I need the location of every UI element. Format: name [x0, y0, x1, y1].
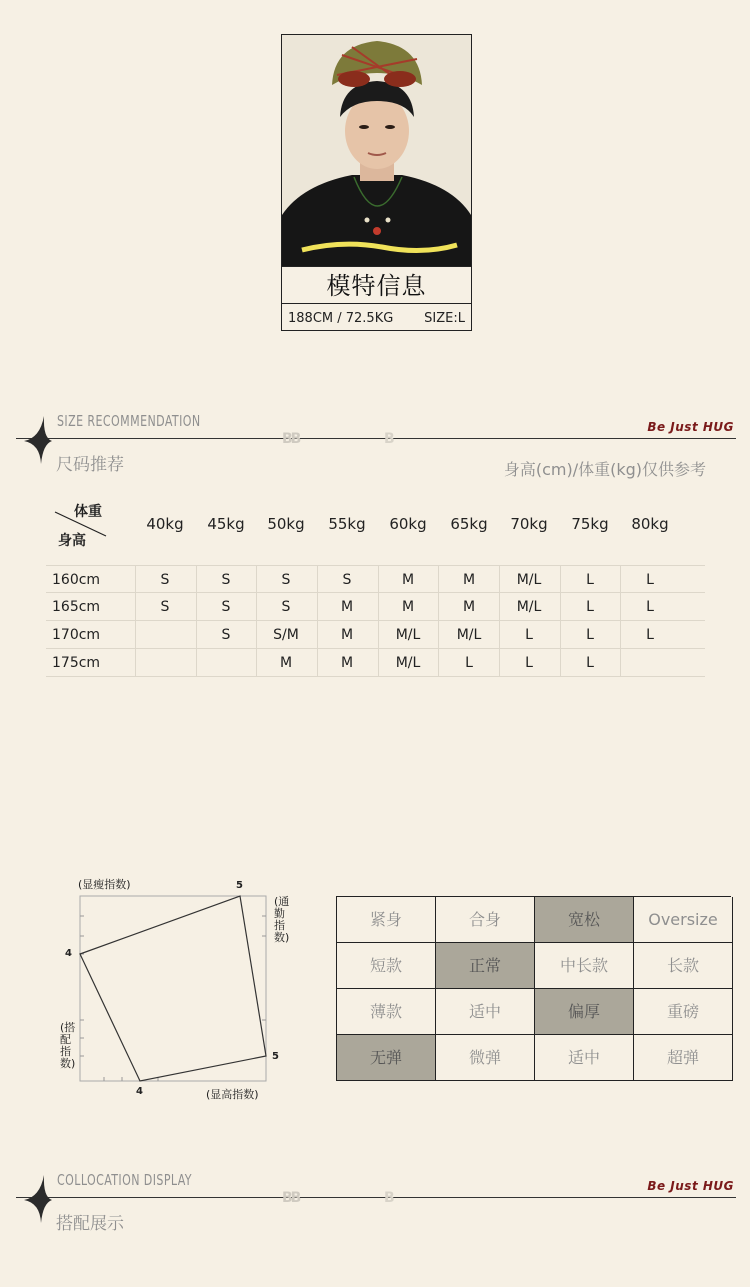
attr-length-mid: 中长款 [535, 943, 634, 989]
slim-index-label: (显瘦指数) [78, 878, 131, 891]
size-cell: L [586, 572, 594, 588]
section-title-cn: 尺码推荐 [56, 455, 124, 475]
attr-fit-tight: 紧身 [337, 897, 436, 943]
slim-index-value: 5 [236, 880, 243, 891]
weight-column-header: 75kg [571, 515, 609, 533]
logo-watermark-outline: B [384, 431, 395, 447]
commute-index-value: 5 [272, 1051, 279, 1062]
section-divider [16, 438, 736, 439]
fit-index-chart [48, 870, 298, 1110]
sparkle-icon [22, 414, 52, 464]
weight-column-header: 60kg [389, 515, 427, 533]
size-cell: M [340, 599, 354, 615]
size-cell: M [401, 599, 415, 615]
weight-column-header: 70kg [510, 515, 548, 533]
size-cell: S/M [273, 627, 299, 643]
weight-column-header: 55kg [328, 515, 366, 533]
attr-length-normal: 正常 [436, 943, 535, 989]
size-cell: S [160, 572, 170, 588]
attr-stretch-none: 无弹 [337, 1035, 436, 1081]
attr-fit-loose: 宽松 [535, 897, 634, 943]
weight-column-header: 65kg [450, 515, 488, 533]
reference-note: 身高(cm)/体重(kg)仅供参考 [503, 460, 706, 479]
size-cell: S [221, 572, 231, 588]
table-row [46, 593, 705, 621]
attr-stretch-super: 超弹 [634, 1035, 733, 1081]
size-cell: L [586, 599, 594, 615]
attr-thickness-thick: 偏厚 [535, 989, 634, 1035]
match-index-value: 4 [136, 1086, 143, 1097]
table-row [46, 621, 705, 649]
height-row-label: 165cm [52, 599, 101, 615]
size-cell: L [586, 655, 594, 671]
size-cell: M [279, 655, 293, 671]
fabric-attribute-grid [336, 896, 731, 1081]
attr-fit-oversize: Oversize [634, 897, 733, 943]
size-cell: S [281, 572, 291, 588]
size-cell: M [340, 655, 354, 671]
height-row-label: 160cm [52, 572, 101, 588]
size-cell: M/L [395, 627, 421, 643]
model-photo [282, 35, 471, 266]
attr-thickness-medium: 适中 [436, 989, 535, 1035]
size-cell: M/L [516, 572, 542, 588]
table-row [46, 649, 705, 677]
attr-stretch-medium: 适中 [535, 1035, 634, 1081]
height-header: 身高 [58, 533, 86, 549]
size-cell: L [525, 655, 533, 671]
attr-stretch-slight: 微弹 [436, 1035, 535, 1081]
size-cell: M/L [456, 627, 482, 643]
brand-logo: Be Just HUG [647, 1179, 734, 1193]
match-index-label: (搭配指数) [60, 1021, 76, 1070]
size-cell: M [401, 572, 415, 588]
size-cell: S [342, 572, 352, 588]
weight-column-header: 80kg [631, 515, 669, 533]
weight-header: 体重 [74, 504, 102, 520]
size-cell: S [221, 599, 231, 615]
size-cell: S [160, 599, 170, 615]
weight-column-header: 40kg [146, 515, 184, 533]
logo-watermark-outline: B [384, 1190, 395, 1206]
size-cell: M/L [395, 655, 421, 671]
attr-length-long: 长款 [634, 943, 733, 989]
section-divider [16, 1197, 736, 1198]
model-info-title: 模特信息 [282, 266, 471, 304]
weight-column-header: 45kg [207, 515, 245, 533]
model-stats: 188CM / 72.5KG [288, 311, 394, 326]
size-cell: M [340, 627, 354, 643]
left-axis-value: 4 [65, 948, 72, 959]
size-cell: S [221, 627, 231, 643]
size-cell: L [586, 627, 594, 643]
height-row-label: 170cm [52, 627, 101, 643]
attr-length-short: 短款 [337, 943, 436, 989]
size-cell: L [646, 599, 654, 615]
weight-column-header: 50kg [267, 515, 305, 533]
attr-fit-regular: 合身 [436, 897, 535, 943]
logo-watermark: BB [282, 1190, 300, 1206]
size-cell: M [462, 572, 476, 588]
height-row-label: 175cm [52, 655, 101, 671]
attr-thickness-thin: 薄款 [337, 989, 436, 1035]
tall-index-label: (显高指数) [206, 1088, 259, 1101]
size-cell: M/L [516, 599, 542, 615]
collocation-section-header [0, 1171, 750, 1241]
section-title-en: SIZE RECOMMENDATION [57, 412, 201, 430]
size-cell: L [646, 627, 654, 643]
size-cell: S [281, 599, 291, 615]
size-cell: L [525, 627, 533, 643]
model-size: SIZE:L [424, 311, 465, 326]
model-card [281, 34, 472, 331]
brand-logo: Be Just HUG [647, 420, 734, 434]
size-cell: L [646, 572, 654, 588]
size-cell: M [462, 599, 476, 615]
section-title-en: COLLOCATION DISPLAY [57, 1171, 192, 1189]
size-cell: L [465, 655, 473, 671]
commute-index-label: (通勤指数) [274, 895, 290, 944]
attr-thickness-heavy: 重磅 [634, 989, 733, 1035]
section-title-cn: 搭配展示 [56, 1214, 124, 1234]
sparkle-icon [22, 1173, 52, 1223]
logo-watermark: BB [282, 431, 300, 447]
table-row [46, 565, 705, 593]
